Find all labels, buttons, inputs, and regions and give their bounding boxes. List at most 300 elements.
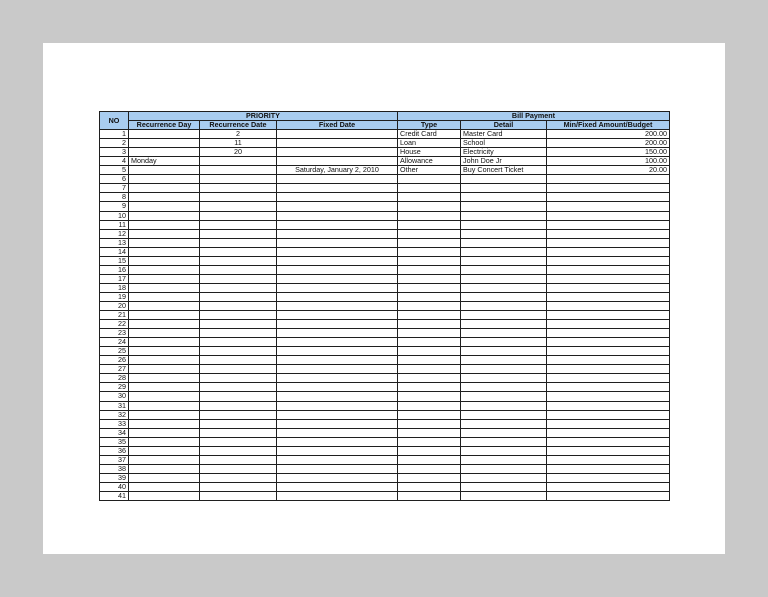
type-cell	[398, 347, 461, 356]
row-number-cell: 26	[100, 356, 129, 365]
recurrence-day-cell	[129, 491, 200, 500]
detail-cell	[461, 356, 547, 365]
row-number-cell: 22	[100, 320, 129, 329]
table-row	[100, 410, 670, 419]
amount-cell	[547, 347, 670, 356]
table-row	[100, 437, 670, 446]
amount-cell	[547, 265, 670, 274]
table-row	[100, 139, 670, 148]
fixed-date-cell	[277, 220, 398, 229]
row-number-cell: 40	[100, 482, 129, 491]
recurrence-date-cell	[200, 274, 277, 283]
detail-cell	[461, 211, 547, 220]
type-cell	[398, 437, 461, 446]
header-column-row	[100, 121, 670, 130]
row-number-cell: 29	[100, 383, 129, 392]
type-cell	[398, 247, 461, 256]
recurrence-day-cell	[129, 329, 200, 338]
amount-cell: 100.00	[547, 157, 670, 166]
recurrence-date-cell	[200, 311, 277, 320]
row-number-cell: 23	[100, 329, 129, 338]
table-row	[100, 211, 670, 220]
type-cell	[398, 392, 461, 401]
amount-cell	[547, 428, 670, 437]
table-row	[100, 166, 670, 175]
table-row	[100, 265, 670, 274]
amount-cell	[547, 482, 670, 491]
fixed-date-cell	[277, 347, 398, 356]
fixed-date-cell	[277, 139, 398, 148]
amount-cell: 20.00	[547, 166, 670, 175]
recurrence-day-cell	[129, 292, 200, 301]
amount-cell	[547, 392, 670, 401]
recurrence-day-cell	[129, 247, 200, 256]
table-row	[100, 193, 670, 202]
fixed-date-cell	[277, 392, 398, 401]
detail-cell	[461, 491, 547, 500]
detail-cell	[461, 238, 547, 247]
row-number-cell: 37	[100, 455, 129, 464]
recurrence-date-header: Recurrence Date	[200, 121, 277, 130]
recurrence-date-cell	[200, 419, 277, 428]
row-number-cell: 28	[100, 374, 129, 383]
recurrence-date-cell	[200, 184, 277, 193]
recurrence-date-cell	[200, 338, 277, 347]
recurrence-day-cell	[129, 437, 200, 446]
type-cell	[398, 365, 461, 374]
fixed-date-cell	[277, 329, 398, 338]
table-row	[100, 229, 670, 238]
recurrence-day-cell	[129, 410, 200, 419]
fixed-date-cell	[277, 464, 398, 473]
recurrence-day-cell	[129, 139, 200, 148]
recurrence-date-cell	[200, 482, 277, 491]
amount-cell	[547, 446, 670, 455]
row-number-cell: 15	[100, 256, 129, 265]
table-row	[100, 464, 670, 473]
detail-cell	[461, 229, 547, 238]
fixed-date-cell	[277, 292, 398, 301]
recurrence-date-cell: 2	[200, 130, 277, 139]
type-cell	[398, 175, 461, 184]
recurrence-day-cell	[129, 211, 200, 220]
detail-cell: Electricity	[461, 148, 547, 157]
fixed-date-cell	[277, 446, 398, 455]
type-cell	[398, 256, 461, 265]
no-header: NO	[100, 112, 129, 130]
type-cell	[398, 329, 461, 338]
row-number-cell: 8	[100, 193, 129, 202]
recurrence-day-cell	[129, 347, 200, 356]
amount-cell: 200.00	[547, 139, 670, 148]
row-number-cell: 36	[100, 446, 129, 455]
amount-cell	[547, 229, 670, 238]
recurrence-day-cell	[129, 401, 200, 410]
amount-cell	[547, 455, 670, 464]
recurrence-date-cell	[200, 193, 277, 202]
row-number-cell: 4	[100, 157, 129, 166]
recurrence-date-cell	[200, 464, 277, 473]
amount-cell	[547, 401, 670, 410]
detail-cell	[461, 419, 547, 428]
type-cell	[398, 274, 461, 283]
detail-cell	[461, 311, 547, 320]
row-number-cell: 21	[100, 311, 129, 320]
recurrence-day-cell	[129, 446, 200, 455]
recurrence-date-cell	[200, 265, 277, 274]
detail-cell	[461, 428, 547, 437]
fixed-date-cell	[277, 311, 398, 320]
detail-cell	[461, 274, 547, 283]
type-cell	[398, 383, 461, 392]
detail-cell	[461, 446, 547, 455]
detail-cell	[461, 202, 547, 211]
table-row	[100, 491, 670, 500]
row-number-cell: 1	[100, 130, 129, 139]
type-cell	[398, 455, 461, 464]
type-cell	[398, 482, 461, 491]
type-cell	[398, 220, 461, 229]
recurrence-date-cell	[200, 410, 277, 419]
fixed-date-cell	[277, 256, 398, 265]
bill-schedule-table	[99, 111, 670, 501]
type-cell	[398, 292, 461, 301]
detail-cell	[461, 338, 547, 347]
type-cell	[398, 265, 461, 274]
fixed-date-cell	[277, 437, 398, 446]
recurrence-date-cell	[200, 229, 277, 238]
row-number-cell: 25	[100, 347, 129, 356]
detail-cell	[461, 392, 547, 401]
recurrence-day-cell	[129, 473, 200, 482]
fixed-date-cell	[277, 238, 398, 247]
detail-cell	[461, 292, 547, 301]
recurrence-date-cell	[200, 202, 277, 211]
amount-cell	[547, 365, 670, 374]
type-cell	[398, 229, 461, 238]
fixed-date-cell	[277, 229, 398, 238]
fixed-date-cell	[277, 491, 398, 500]
recurrence-day-cell	[129, 482, 200, 491]
recurrence-date-cell	[200, 365, 277, 374]
fixed-date-cell	[277, 428, 398, 437]
table-row	[100, 329, 670, 338]
detail-cell	[461, 383, 547, 392]
row-number-cell: 11	[100, 220, 129, 229]
amount-cell	[547, 419, 670, 428]
table-row	[100, 184, 670, 193]
amount-cell	[547, 383, 670, 392]
recurrence-day-cell	[129, 274, 200, 283]
fixed-date-cell	[277, 473, 398, 482]
fixed-date-cell	[277, 410, 398, 419]
fixed-date-cell	[277, 338, 398, 347]
row-number-cell: 16	[100, 265, 129, 274]
table-row	[100, 274, 670, 283]
amount-cell	[547, 329, 670, 338]
amount-cell	[547, 283, 670, 292]
fixed-date-cell	[277, 320, 398, 329]
table-row	[100, 148, 670, 157]
table-row	[100, 157, 670, 166]
table-row	[100, 238, 670, 247]
amount-cell	[547, 256, 670, 265]
recurrence-day-cell	[129, 238, 200, 247]
row-number-cell: 38	[100, 464, 129, 473]
row-number-cell: 10	[100, 211, 129, 220]
table-row	[100, 419, 670, 428]
recurrence-day-cell	[129, 356, 200, 365]
amount-cell	[547, 184, 670, 193]
recurrence-day-cell	[129, 202, 200, 211]
detail-cell	[461, 184, 547, 193]
amount-cell	[547, 247, 670, 256]
recurrence-date-cell	[200, 320, 277, 329]
row-number-cell: 35	[100, 437, 129, 446]
document-page	[43, 43, 725, 554]
recurrence-day-cell	[129, 311, 200, 320]
detail-cell	[461, 329, 547, 338]
amount-cell	[547, 473, 670, 482]
amount-cell	[547, 410, 670, 419]
row-number-cell: 41	[100, 491, 129, 500]
recurrence-date-cell	[200, 247, 277, 256]
row-number-cell: 2	[100, 139, 129, 148]
fixed-date-cell	[277, 356, 398, 365]
fixed-date-cell: Saturday, January 2, 2010	[277, 166, 398, 175]
recurrence-date-cell	[200, 455, 277, 464]
detail-cell: School	[461, 139, 547, 148]
recurrence-date-cell	[200, 437, 277, 446]
recurrence-day-cell	[129, 220, 200, 229]
row-number-cell: 32	[100, 410, 129, 419]
recurrence-date-cell	[200, 166, 277, 175]
recurrence-day-cell	[129, 383, 200, 392]
recurrence-day-cell: Monday	[129, 157, 200, 166]
recurrence-day-cell	[129, 193, 200, 202]
table-row	[100, 130, 670, 139]
table-row	[100, 292, 670, 301]
fixed-date-cell	[277, 365, 398, 374]
type-cell	[398, 311, 461, 320]
recurrence-date-cell	[200, 301, 277, 310]
fixed-date-cell	[277, 265, 398, 274]
detail-cell	[461, 365, 547, 374]
recurrence-date-cell	[200, 283, 277, 292]
detail-cell	[461, 464, 547, 473]
table-row	[100, 347, 670, 356]
row-number-cell: 12	[100, 229, 129, 238]
amount-cell	[547, 374, 670, 383]
row-number-cell: 9	[100, 202, 129, 211]
fixed-date-cell	[277, 193, 398, 202]
recurrence-date-cell: 11	[200, 139, 277, 148]
table-row	[100, 455, 670, 464]
recurrence-date-cell	[200, 256, 277, 265]
recurrence-date-cell	[200, 491, 277, 500]
recurrence-date-cell	[200, 392, 277, 401]
recurrence-date-cell	[200, 211, 277, 220]
recurrence-day-cell	[129, 175, 200, 184]
amount-cell	[547, 491, 670, 500]
row-number-cell: 27	[100, 365, 129, 374]
type-cell	[398, 473, 461, 482]
amount-cell	[547, 274, 670, 283]
recurrence-date-cell	[200, 292, 277, 301]
table-row	[100, 220, 670, 229]
detail-cell	[461, 220, 547, 229]
row-number-cell: 18	[100, 283, 129, 292]
detail-cell	[461, 265, 547, 274]
row-number-cell: 33	[100, 419, 129, 428]
fixed-date-cell	[277, 202, 398, 211]
type-cell: Allowance	[398, 157, 461, 166]
detail-cell: John Doe Jr	[461, 157, 547, 166]
table-row	[100, 256, 670, 265]
amount-cell	[547, 292, 670, 301]
recurrence-date-cell	[200, 356, 277, 365]
row-number-cell: 7	[100, 184, 129, 193]
detail-cell	[461, 193, 547, 202]
table-row	[100, 247, 670, 256]
detail-cell: Master Card	[461, 130, 547, 139]
row-number-cell: 17	[100, 274, 129, 283]
type-cell	[398, 374, 461, 383]
fixed-date-cell	[277, 157, 398, 166]
type-cell	[398, 491, 461, 500]
amount-header: Min/Fixed Amount/Budget	[547, 121, 670, 130]
recurrence-date-cell	[200, 175, 277, 184]
table-row	[100, 202, 670, 211]
type-cell	[398, 211, 461, 220]
recurrence-date-cell	[200, 374, 277, 383]
type-cell	[398, 356, 461, 365]
fixed-date-cell	[277, 184, 398, 193]
recurrence-day-cell	[129, 419, 200, 428]
table-row	[100, 283, 670, 292]
type-cell	[398, 283, 461, 292]
recurrence-date-cell	[200, 383, 277, 392]
fixed-date-cell	[277, 455, 398, 464]
row-number-cell: 5	[100, 166, 129, 175]
recurrence-day-cell	[129, 428, 200, 437]
fixed-date-cell	[277, 175, 398, 184]
table-row	[100, 446, 670, 455]
fixed-date-header: Fixed Date	[277, 121, 398, 130]
recurrence-day-cell	[129, 455, 200, 464]
table-row	[100, 428, 670, 437]
type-cell	[398, 184, 461, 193]
table-row	[100, 356, 670, 365]
amount-cell	[547, 356, 670, 365]
amount-cell	[547, 338, 670, 347]
row-number-cell: 24	[100, 338, 129, 347]
row-number-cell: 34	[100, 428, 129, 437]
recurrence-day-cell	[129, 283, 200, 292]
recurrence-day-cell	[129, 229, 200, 238]
fixed-date-cell	[277, 374, 398, 383]
type-header: Type	[398, 121, 461, 130]
type-cell	[398, 238, 461, 247]
type-cell	[398, 446, 461, 455]
recurrence-day-cell	[129, 148, 200, 157]
table-row	[100, 401, 670, 410]
recurrence-day-cell	[129, 374, 200, 383]
type-cell	[398, 428, 461, 437]
detail-cell	[461, 455, 547, 464]
row-number-cell: 6	[100, 175, 129, 184]
table-row	[100, 473, 670, 482]
detail-header: Detail	[461, 121, 547, 130]
row-number-cell: 31	[100, 401, 129, 410]
bill-payment-header: Bill Payment	[398, 112, 670, 121]
row-number-cell: 3	[100, 148, 129, 157]
recurrence-day-cell	[129, 130, 200, 139]
table-row	[100, 482, 670, 491]
recurrence-date-cell	[200, 157, 277, 166]
recurrence-day-cell	[129, 265, 200, 274]
row-number-cell: 20	[100, 301, 129, 310]
amount-cell: 200.00	[547, 130, 670, 139]
recurrence-day-cell	[129, 365, 200, 374]
detail-cell	[461, 175, 547, 184]
detail-cell	[461, 374, 547, 383]
recurrence-date-cell	[200, 428, 277, 437]
amount-cell	[547, 238, 670, 247]
amount-cell	[547, 220, 670, 229]
table-row	[100, 392, 670, 401]
row-number-cell: 19	[100, 292, 129, 301]
table-row	[100, 311, 670, 320]
type-cell	[398, 419, 461, 428]
fixed-date-cell	[277, 301, 398, 310]
recurrence-day-cell	[129, 464, 200, 473]
recurrence-date-cell	[200, 446, 277, 455]
recurrence-day-header: Recurrence Day	[129, 121, 200, 130]
type-cell: House	[398, 148, 461, 157]
recurrence-date-cell: 20	[200, 148, 277, 157]
table-row	[100, 383, 670, 392]
detail-cell	[461, 301, 547, 310]
recurrence-day-cell	[129, 166, 200, 175]
type-cell: Credit Card	[398, 130, 461, 139]
amount-cell	[547, 175, 670, 184]
detail-cell	[461, 320, 547, 329]
detail-cell	[461, 347, 547, 356]
amount-cell	[547, 437, 670, 446]
amount-cell: 150.00	[547, 148, 670, 157]
recurrence-date-cell	[200, 347, 277, 356]
type-cell	[398, 301, 461, 310]
fixed-date-cell	[277, 283, 398, 292]
type-cell	[398, 202, 461, 211]
fixed-date-cell	[277, 482, 398, 491]
priority-header: PRIORITY	[129, 112, 398, 121]
detail-cell	[461, 437, 547, 446]
fixed-date-cell	[277, 148, 398, 157]
type-cell	[398, 410, 461, 419]
fixed-date-cell	[277, 401, 398, 410]
type-cell	[398, 338, 461, 347]
table-row	[100, 338, 670, 347]
type-cell	[398, 401, 461, 410]
recurrence-day-cell	[129, 338, 200, 347]
fixed-date-cell	[277, 247, 398, 256]
table-row	[100, 301, 670, 310]
fixed-date-cell	[277, 274, 398, 283]
table-body	[100, 130, 670, 501]
recurrence-date-cell	[200, 220, 277, 229]
